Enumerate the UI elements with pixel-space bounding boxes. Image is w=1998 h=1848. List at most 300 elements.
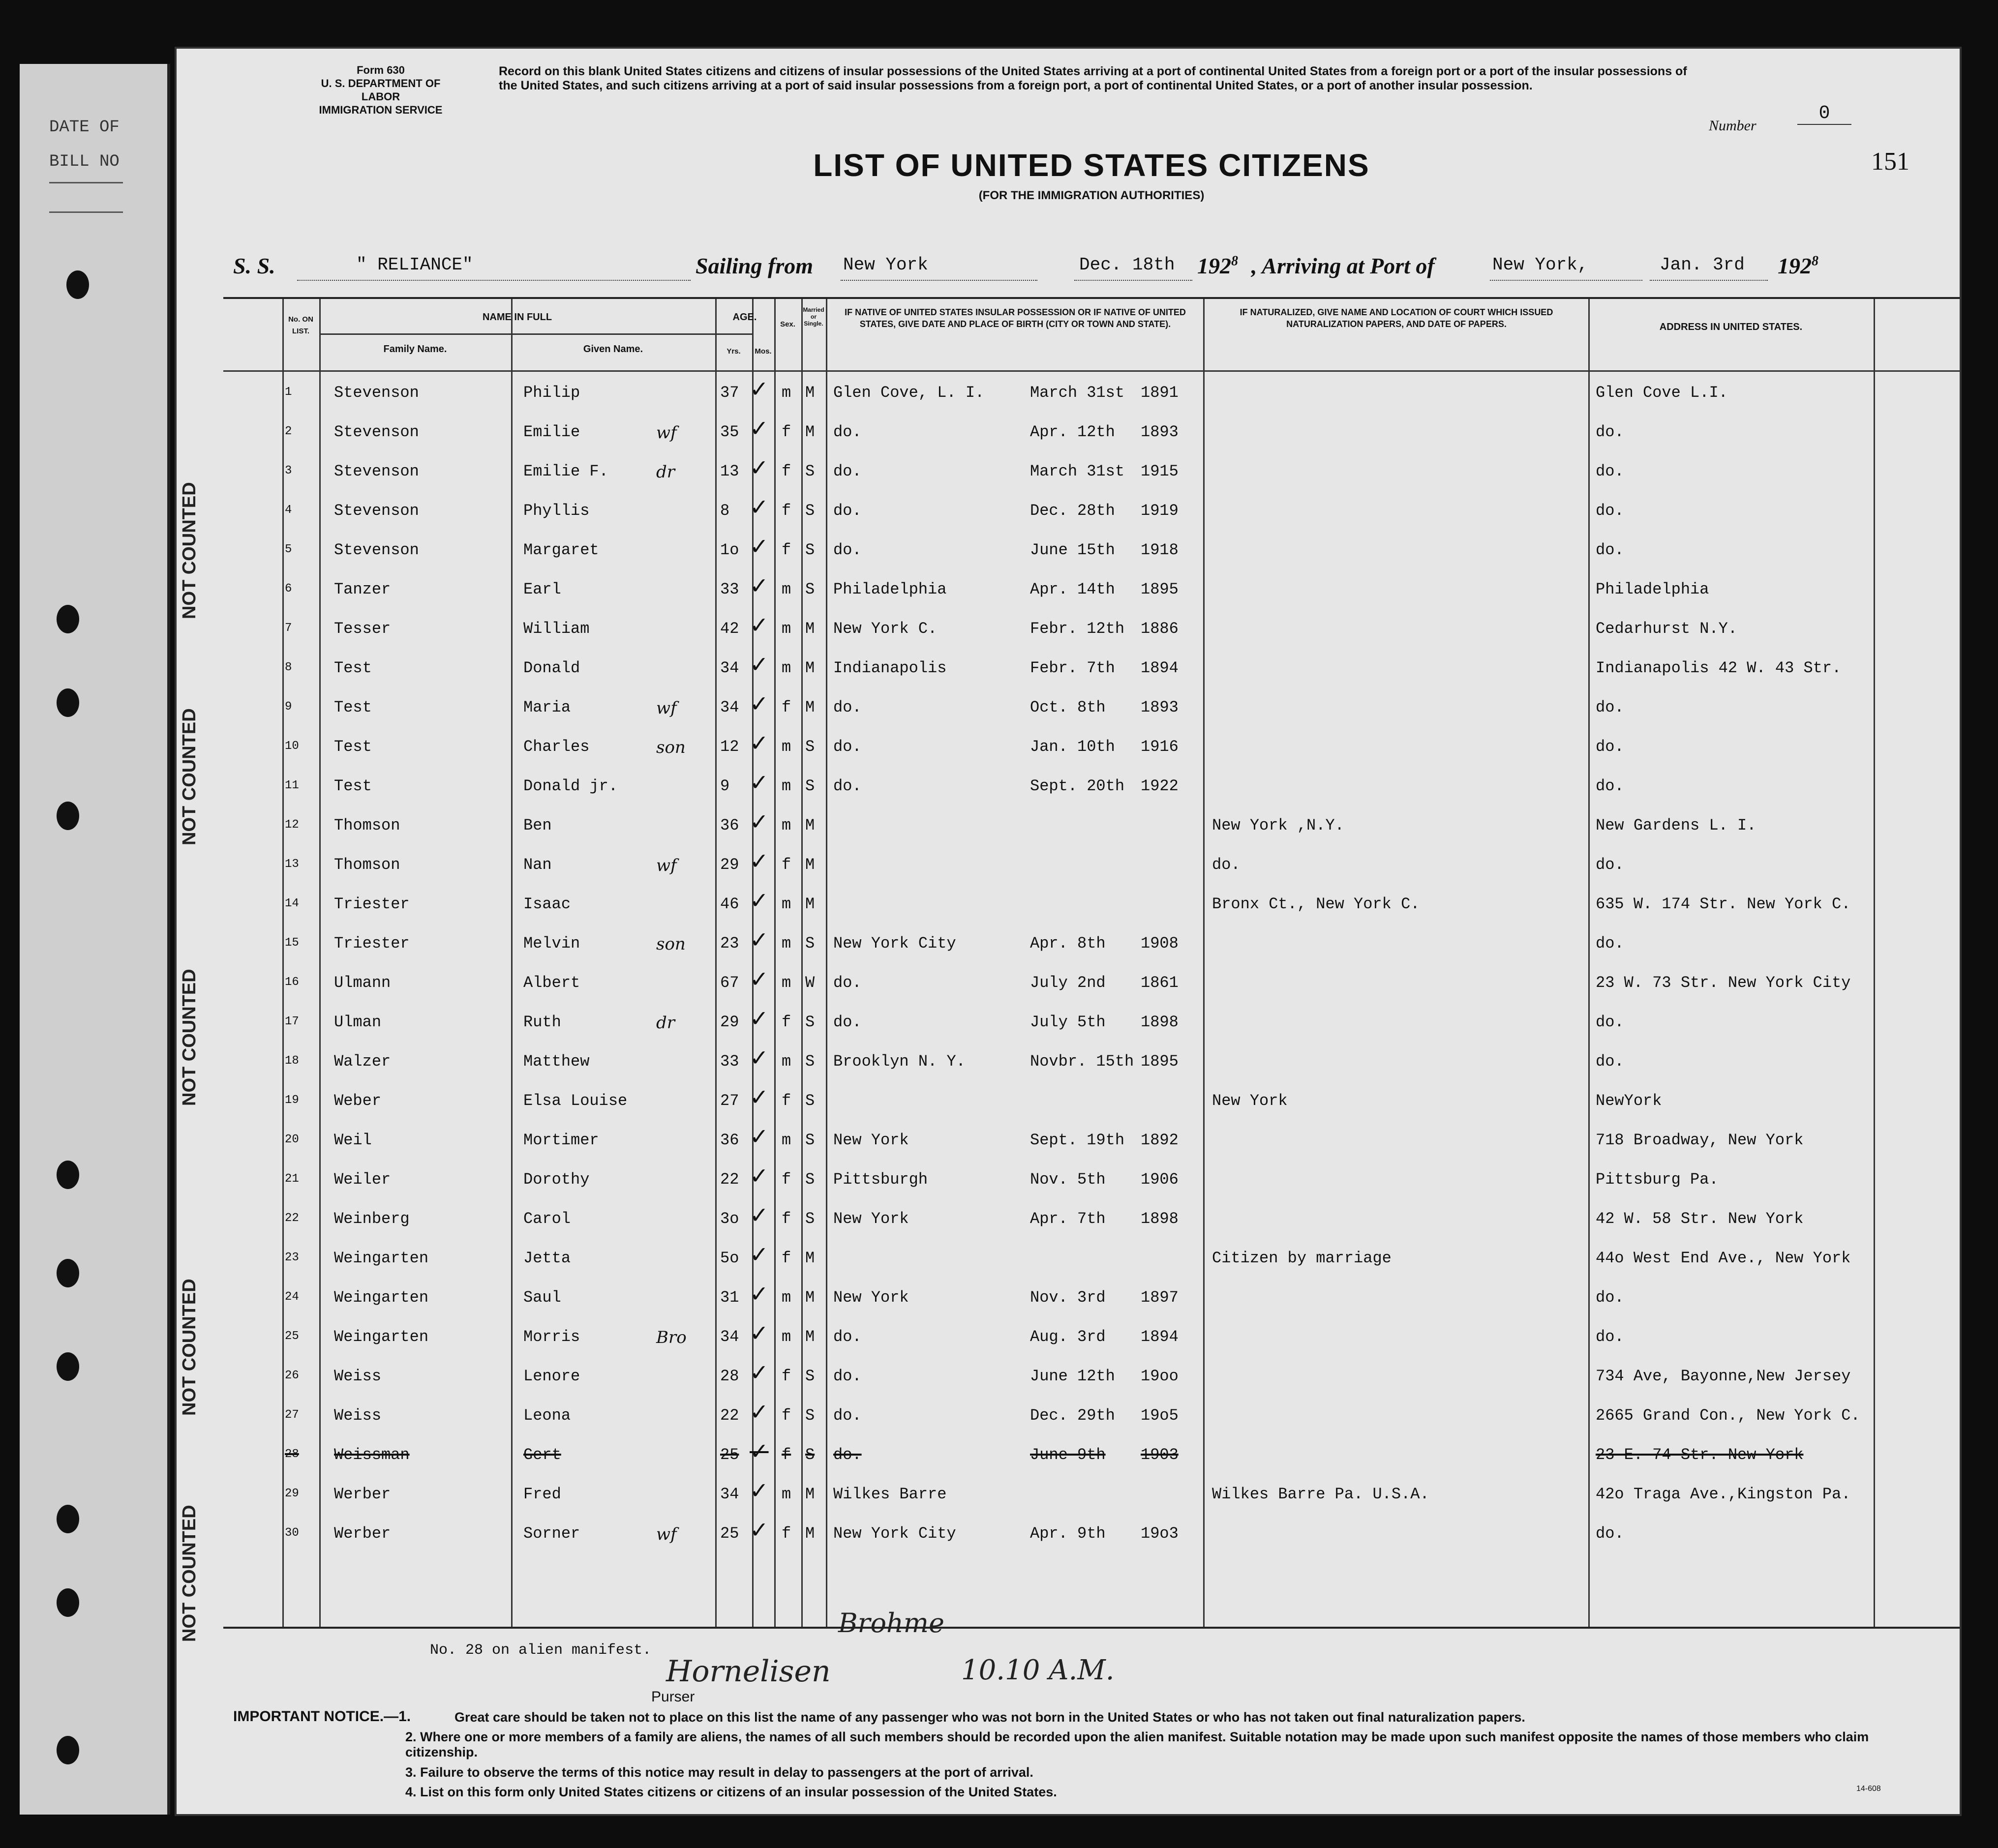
birth-place: New York C.: [833, 620, 938, 638]
strip-rule: [49, 211, 123, 213]
age-years: 27: [720, 1092, 739, 1110]
tally-check-icon: ✓: [750, 808, 769, 835]
address: do.: [1596, 1288, 1624, 1307]
family-name: Weingarten: [334, 1249, 429, 1267]
sex: m: [782, 1328, 791, 1346]
birth-place: do.: [833, 1367, 862, 1385]
table-row: [223, 609, 1960, 648]
tally-check-icon: ✓: [750, 415, 769, 442]
birth-place: Wilkes Barre: [833, 1485, 947, 1503]
age-years: 8: [720, 502, 730, 520]
marital-status: M: [805, 856, 815, 874]
row-number: 7: [285, 622, 292, 635]
birth-date: Apr. 9th: [1030, 1524, 1106, 1543]
sex: f: [782, 1367, 791, 1385]
address: Cedarhurst N.Y.: [1596, 620, 1738, 638]
notice-item-2: 2. Where one or more members of a family are aliens, the names of all such members should be recorded upon the alien manifest. Suitable notation may be made upon such manifest opposite the names of those members who claim citizenship.: [405, 1729, 1869, 1759]
not-counted-stamp: NOT COUNTED: [179, 1279, 200, 1416]
arrive-year-digit: 8: [1812, 253, 1818, 269]
birth-date: Apr. 8th: [1030, 934, 1106, 953]
age-years: 33: [720, 1052, 739, 1071]
age-years: 25: [720, 1524, 739, 1543]
table-row: [223, 412, 1960, 451]
family-name: Test: [334, 659, 372, 677]
age-years: 25: [720, 1446, 739, 1464]
table-row: [223, 727, 1960, 766]
arrive-date: Jan. 3rd: [1660, 255, 1745, 275]
birth-place: do.: [833, 1406, 862, 1425]
number-value: 0: [1797, 103, 1851, 125]
birth-year: 1886: [1141, 620, 1179, 638]
sex: m: [782, 384, 791, 402]
birth-date: Apr. 12th: [1030, 423, 1115, 441]
to-port: New York,: [1492, 255, 1588, 275]
sex: m: [782, 620, 791, 638]
family-name: Weinberg: [334, 1210, 410, 1228]
birth-year: 1906: [1141, 1170, 1179, 1189]
address: NewYork: [1596, 1092, 1662, 1110]
tally-check-icon: ✓: [750, 690, 769, 717]
birth-year: 19oo: [1141, 1367, 1179, 1385]
marital-status: M: [805, 816, 815, 835]
birth-date: Sept. 20th: [1030, 777, 1125, 795]
not-counted-stamp: NOT COUNTED: [179, 1505, 200, 1642]
given-name: Elsa Louise: [523, 1092, 628, 1110]
birth-date: June 12th: [1030, 1367, 1115, 1385]
marital-status: M: [805, 423, 815, 441]
not-counted-stamp: NOT COUNTED: [179, 482, 200, 619]
tally-check-icon: ✓: [750, 1477, 769, 1504]
arrive-year-prefix: 192: [1778, 253, 1812, 278]
marital-status: M: [805, 1524, 815, 1543]
sail-year-digit: 8: [1231, 253, 1238, 269]
family-name: Weiler: [334, 1170, 391, 1189]
given-name: Saul: [523, 1288, 561, 1307]
row-number: 11: [285, 779, 299, 792]
birth-place: do.: [833, 541, 862, 559]
given-name: Philip: [523, 384, 580, 402]
punch-hole: [57, 605, 79, 633]
tally-check-icon: ✓: [750, 1359, 769, 1386]
table-row: [223, 373, 1960, 412]
arrive-year: [1778, 253, 1818, 279]
marital-status: S: [805, 777, 815, 795]
given-name: Melvin: [523, 934, 580, 953]
address: 23 E. 74 Str. New York: [1596, 1446, 1804, 1464]
row-number: 2: [285, 425, 292, 438]
given-name: Morris: [523, 1328, 580, 1346]
address: do.: [1596, 1524, 1624, 1543]
given-name: Donald jr.: [523, 777, 618, 795]
marital-status: S: [805, 1013, 815, 1031]
tally-check-icon: ✓: [750, 651, 769, 678]
table-row: [223, 1435, 1960, 1474]
marital-status: M: [805, 895, 815, 913]
given-name: Gert: [523, 1446, 561, 1464]
given-name: Nan: [523, 856, 552, 874]
punch-hole: [57, 802, 79, 830]
passenger-table: [223, 297, 1960, 1629]
birth-year: 1908: [1141, 934, 1179, 953]
given-name: Dorothy: [523, 1170, 590, 1189]
row-number: 30: [285, 1526, 299, 1540]
sex: m: [782, 816, 791, 835]
address: do.: [1596, 934, 1624, 953]
address: do.: [1596, 777, 1624, 795]
birth-year: 1893: [1141, 698, 1179, 716]
col-mos-header: Mos.: [755, 347, 772, 356]
row-number: 23: [285, 1251, 299, 1264]
given-name: Phyllis: [523, 502, 590, 520]
family-name: Werber: [334, 1524, 391, 1543]
table-row: [223, 1356, 1960, 1396]
handwritten-relation: wf: [656, 1524, 677, 1544]
age-years: 5o: [720, 1249, 739, 1267]
birth-place: New York: [833, 1210, 909, 1228]
family-name: Walzer: [334, 1052, 391, 1071]
marital-status: S: [805, 1367, 815, 1385]
birth-date: Dec. 28th: [1030, 502, 1115, 520]
row-number: 17: [285, 1015, 299, 1028]
family-name: Weber: [334, 1092, 382, 1110]
birth-date: March 31st: [1030, 384, 1125, 402]
service-name: IMMIGRATION SERVICE: [319, 104, 443, 116]
given-name: Carol: [523, 1210, 571, 1228]
age-years: 23: [720, 934, 739, 953]
ss-label: S. S.: [233, 253, 275, 278]
family-name: Weiss: [334, 1406, 382, 1425]
tally-check-icon: ✓: [750, 1320, 769, 1346]
birth-place: do.: [833, 1013, 862, 1031]
row-number: 4: [285, 504, 292, 517]
punch-hole: [57, 1505, 79, 1533]
age-years: 29: [720, 1013, 739, 1031]
birth-place: do.: [833, 423, 862, 441]
sex: f: [782, 1170, 791, 1189]
family-name: Ulmann: [334, 974, 391, 992]
page-title: LIST OF UNITED STATES CITIZENS: [813, 148, 1370, 183]
birth-year: 19o3: [1141, 1524, 1179, 1543]
given-name: Ben: [523, 816, 552, 835]
marital-status: M: [805, 1328, 815, 1346]
notice-item-3: 3. Failure to observe the terms of this notice may result in delay to passengers at the port of arrival.: [405, 1765, 1033, 1780]
naturalization-court: New York: [1212, 1092, 1288, 1110]
handwritten-relation: son: [656, 934, 686, 954]
age-years: 9: [720, 777, 730, 795]
marital-status: M: [805, 698, 815, 716]
birth-place: Indianapolis: [833, 659, 947, 677]
row-number: 22: [285, 1212, 299, 1225]
row-number: 28: [285, 1448, 299, 1461]
strip-rule: [49, 182, 123, 183]
not-counted-stamp: NOT COUNTED: [179, 969, 200, 1106]
family-name: Test: [334, 777, 372, 795]
sex: f: [782, 1406, 791, 1425]
table-row: [223, 1160, 1960, 1199]
family-name: Test: [334, 738, 372, 756]
birth-year: 1893: [1141, 423, 1179, 441]
address: do.: [1596, 502, 1624, 520]
sex: m: [782, 777, 791, 795]
handwritten-time: 10.10 A.M.: [961, 1654, 1115, 1686]
punch-hole: [57, 1161, 79, 1189]
sex: f: [782, 423, 791, 441]
row-number: 13: [285, 858, 299, 871]
sex: f: [782, 1210, 791, 1228]
age-years: 3o: [720, 1210, 739, 1228]
age-years: 37: [720, 384, 739, 402]
marital-status: S: [805, 1170, 815, 1189]
table-row: [223, 1120, 1960, 1160]
strip-date-label: DATE OF: [49, 118, 120, 137]
citizens-list-form: [175, 47, 1962, 1816]
sex: f: [782, 1524, 791, 1543]
address: 718 Broadway, New York: [1596, 1131, 1804, 1149]
row-number: 6: [285, 582, 292, 596]
age-years: 13: [720, 462, 739, 480]
voyage-line: [223, 253, 1960, 292]
family-name: Thomson: [334, 856, 400, 874]
birth-year: 1918: [1141, 541, 1179, 559]
age-years: 1o: [720, 541, 739, 559]
age-years: 34: [720, 1328, 739, 1346]
birth-date: Aug. 3rd: [1030, 1328, 1106, 1346]
tally-check-icon: ✓: [750, 730, 769, 756]
family-name: Triester: [334, 895, 410, 913]
col-given-header: Given Name.: [583, 344, 643, 355]
naturalization-court: New York ,N.Y.: [1212, 816, 1344, 835]
age-years: 12: [720, 738, 739, 756]
sex: m: [782, 1052, 791, 1071]
table-row: [223, 1317, 1960, 1356]
row-number: 26: [285, 1369, 299, 1382]
sail-date-underline: [1074, 280, 1192, 281]
birth-date: Dec. 29th: [1030, 1406, 1115, 1425]
birth-year: 1915: [1141, 462, 1179, 480]
family-name: Weissman: [334, 1446, 410, 1464]
tally-check-icon: ✓: [750, 1123, 769, 1150]
sex: f: [782, 1013, 791, 1031]
family-name: Triester: [334, 934, 410, 953]
given-name: Sorner: [523, 1524, 580, 1543]
marital-status: M: [805, 659, 815, 677]
row-number: 12: [285, 818, 299, 832]
punch-hole: [57, 1736, 79, 1764]
birth-year: 1892: [1141, 1131, 1179, 1149]
notice-item-4: 4. List on this form only United States citizens or citizens of an insular possession of the United States.: [405, 1785, 1057, 1799]
page-number: 151: [1871, 148, 1909, 176]
handwritten-initials: Brohme: [838, 1608, 944, 1639]
marital-status: S: [805, 541, 815, 559]
birth-date: June 15th: [1030, 541, 1115, 559]
address: do.: [1596, 738, 1624, 756]
table-row: [223, 491, 1960, 530]
row-number: 27: [285, 1408, 299, 1422]
row-number: 21: [285, 1172, 299, 1186]
age-years: 28: [720, 1367, 739, 1385]
tally-check-icon: ✓: [750, 376, 769, 402]
col-yrs-header: Yrs.: [727, 347, 741, 356]
given-name: Jetta: [523, 1249, 571, 1267]
birth-place: do.: [833, 738, 862, 756]
marital-status: M: [805, 1485, 815, 1503]
table-row: [223, 1238, 1960, 1278]
birth-date: Apr. 14th: [1030, 580, 1115, 598]
sex: m: [782, 1485, 791, 1503]
sail-date: Dec. 18th: [1079, 255, 1175, 275]
given-name: Earl: [523, 580, 561, 598]
marital-status: W: [805, 974, 815, 992]
given-name: Isaac: [523, 895, 571, 913]
table-row: [223, 451, 1960, 491]
row-number: 10: [285, 740, 299, 753]
table-row: [223, 963, 1960, 1002]
handwritten-relation: Bro: [656, 1328, 687, 1347]
sex: m: [782, 934, 791, 953]
marital-status: M: [805, 1288, 815, 1307]
birth-place: do.: [833, 462, 862, 480]
number-label: Number: [1709, 118, 1756, 134]
row-number: 20: [285, 1133, 299, 1146]
age-years: 31: [720, 1288, 739, 1307]
birth-date: Nov. 5th: [1030, 1170, 1106, 1189]
row-number: 25: [285, 1330, 299, 1343]
birth-year: 1916: [1141, 738, 1179, 756]
birth-year: 19o5: [1141, 1406, 1179, 1425]
naturalization-court: Citizen by marriage: [1212, 1249, 1392, 1267]
arrive-date-underline: [1650, 280, 1768, 281]
birth-place: Glen Cove, L. I.: [833, 384, 985, 402]
tally-check-icon: ✓: [750, 926, 769, 953]
sex: m: [782, 738, 791, 756]
purser-signature: Hornelisen: [666, 1654, 831, 1689]
given-name: Leona: [523, 1406, 571, 1425]
age-years: 34: [720, 1485, 739, 1503]
sex: m: [782, 659, 791, 677]
birth-year: 1919: [1141, 502, 1179, 520]
birth-place: do.: [833, 777, 862, 795]
family-name: Tesser: [334, 620, 391, 638]
age-years: 46: [720, 895, 739, 913]
birth-date: July 2nd: [1030, 974, 1106, 992]
birth-year: 1898: [1141, 1210, 1179, 1228]
family-name: Stevenson: [334, 541, 419, 559]
marital-status: S: [805, 1131, 815, 1149]
age-years: 22: [720, 1170, 739, 1189]
row-number: 19: [285, 1094, 299, 1107]
birth-year: 1891: [1141, 384, 1179, 402]
department-name: U. S. DEPARTMENT OF LABOR: [321, 77, 441, 103]
col-naturalized-header: IF NATURALIZED, GIVE NAME AND LOCATION OF COURT WHICH ISSUED NATURALIZATION PAPERS, AND DATE OF PAPERS.: [1240, 307, 1553, 329]
age-years: 33: [720, 580, 739, 598]
given-name: Margaret: [523, 541, 599, 559]
row-number: 1: [285, 386, 292, 399]
handwritten-relation: dr: [656, 1013, 675, 1033]
alien-manifest-note: No. 28 on alien manifest.: [430, 1642, 652, 1659]
tally-check-icon: ✓: [750, 887, 769, 914]
tally-check-icon: ✓: [750, 966, 769, 992]
age-years: 35: [720, 423, 739, 441]
birth-place: do.: [833, 974, 862, 992]
table-row: [223, 687, 1960, 727]
birth-year: 1897: [1141, 1288, 1179, 1307]
birth-date: Jan. 10th: [1030, 738, 1115, 756]
naturalization-court: do.: [1212, 856, 1241, 874]
col-age-header: AGE.: [732, 312, 757, 323]
birth-place: New York: [833, 1288, 909, 1307]
address: Pittsburg Pa.: [1596, 1170, 1719, 1189]
row-number: 5: [285, 543, 292, 556]
address: 42o Traga Ave.,Kingston Pa.: [1596, 1485, 1851, 1503]
address: New Gardens L. I.: [1596, 816, 1756, 835]
sex: m: [782, 580, 791, 598]
family-name: Tanzer: [334, 580, 391, 598]
age-years: 34: [720, 659, 739, 677]
table-row: [223, 1278, 1960, 1317]
birth-year: 1861: [1141, 974, 1179, 992]
table-row: [223, 845, 1960, 884]
arriving-label: , Arriving at Port of: [1251, 253, 1435, 278]
address: do.: [1596, 856, 1624, 874]
naturalization-court: Wilkes Barre Pa. U.S.A.: [1212, 1485, 1429, 1503]
form-code: 14-608: [1856, 1785, 1881, 1793]
birth-place: New York City: [833, 1524, 956, 1543]
tally-check-icon: ✓: [750, 1438, 769, 1464]
punch-hole: [57, 688, 79, 717]
tally-check-icon: ✓: [750, 1202, 769, 1228]
marital-status: S: [805, 462, 815, 480]
tally-check-icon: ✓: [750, 612, 769, 638]
table-row: [223, 924, 1960, 963]
birth-date: Sept. 19th: [1030, 1131, 1125, 1149]
form-id-block: [302, 63, 459, 117]
age-years: 36: [720, 816, 739, 835]
given-name: Charles: [523, 738, 590, 756]
family-name: Weingarten: [334, 1288, 429, 1307]
row-number: 8: [285, 661, 292, 674]
birth-place: New York City: [833, 934, 956, 953]
row-number: 29: [285, 1487, 299, 1500]
age-years: 36: [720, 1131, 739, 1149]
table-row: [223, 884, 1960, 924]
strip-bill-label: BILL NO: [49, 152, 120, 171]
sex: m: [782, 974, 791, 992]
address: do.: [1596, 1328, 1624, 1346]
birth-place: Philadelphia: [833, 580, 947, 598]
family-name: Stevenson: [334, 502, 419, 520]
marital-status: S: [805, 1406, 815, 1425]
sailing-label: Sailing from: [696, 253, 814, 278]
marital-status: S: [805, 1092, 815, 1110]
tally-check-icon: ✓: [750, 494, 769, 520]
row-number: 14: [285, 897, 299, 910]
marital-status: S: [805, 502, 815, 520]
punch-hole: [66, 270, 89, 299]
tally-check-icon: ✓: [750, 1281, 769, 1307]
tally-check-icon: ✓: [750, 848, 769, 874]
family-name: Stevenson: [334, 384, 419, 402]
handwritten-relation: wf: [656, 423, 677, 443]
family-name: Test: [334, 698, 372, 716]
table-row: [223, 1396, 1960, 1435]
family-name: Weiss: [334, 1367, 382, 1385]
ship-name: " RELIANCE": [356, 255, 473, 275]
marital-status: S: [805, 1052, 815, 1071]
from-port-underline: [841, 280, 1037, 281]
given-name: Fred: [523, 1485, 561, 1503]
table-row: [223, 805, 1960, 845]
age-years: 67: [720, 974, 739, 992]
